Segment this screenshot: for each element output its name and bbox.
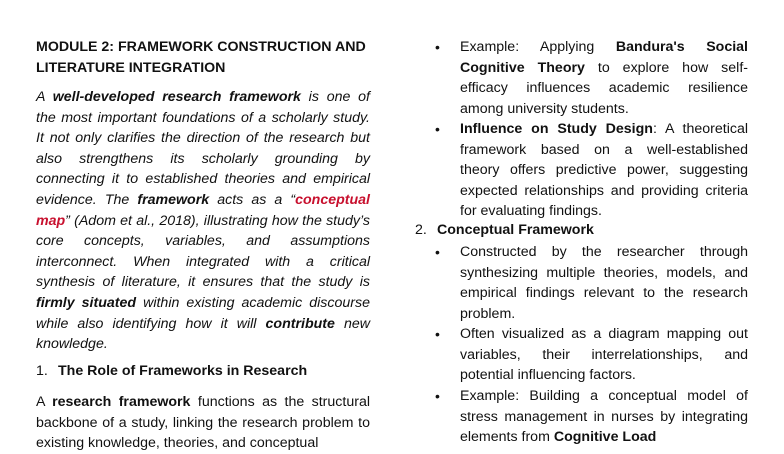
bullet-item xyxy=(460,37,748,119)
intro-emphasis: firmly situated xyxy=(36,294,137,311)
para-emphasis: research framework xyxy=(52,394,191,410)
role-paragraph xyxy=(36,392,370,454)
intro-text: new knowledge. xyxy=(36,315,371,353)
bullet-emphasis: Influence on Study Design xyxy=(460,121,653,137)
section-number: 2. xyxy=(415,222,427,238)
bullet-text: : A theoretical framework based on a well-established theory offers predictive power, suggesting expected relationships and providing criteria for evaluating findings. xyxy=(460,121,748,220)
bullet-emphasis: Cognitive Load xyxy=(553,429,657,446)
bullet-item: • Constructed by the researcher through synthesizing multiple theories, models, and empirical findings relevant to the research problem. xyxy=(460,242,748,324)
section-title: Conceptual Framework xyxy=(437,222,594,238)
para-text: A xyxy=(36,394,53,410)
intro-text: ” (Adom et al., 2018), illustrating how the study’s core concepts, variables, and assumptions interconnect. When integrated with a critical synthesis of literature, it ensures that the study is xyxy=(36,212,370,291)
conceptual-map-highlight: conceptual map xyxy=(36,191,370,229)
section-number: 1. xyxy=(36,363,48,379)
intro-text: acts as a “ xyxy=(209,191,296,208)
intro-emphasis: contribute xyxy=(265,315,335,332)
intro-emphasis: framework xyxy=(137,191,210,208)
intro-paragraph xyxy=(36,87,370,355)
para-text: functions as the structural backbone of a study, linking the research problem to existing knowledge, theories, and conceptual xyxy=(36,394,370,452)
bullet-item xyxy=(460,119,748,222)
section-2-heading xyxy=(415,220,748,241)
bullet-text: to explore how self-efficacy influences academic resilience among university students. xyxy=(460,59,748,117)
section-title: The Role of Frameworks in Research xyxy=(58,363,308,379)
bullet-text: Example: Building a conceptual model of stress management in nurses by integrating elements from xyxy=(460,388,748,446)
intro-text: is one of the most important foundations of a scholarly study. It not only clarifies the direction of the research but also strengthens its scholarly grounding by connecting it to established theories and empirical evidence. The xyxy=(36,89,370,208)
bullet-item: • Often visualized as a diagram mapping out variables, their interrelationships, and potential influencing factors. xyxy=(460,324,748,386)
module-heading: MODULE 2: FRAMEWORK CONSTRUCTION AND LITERATURE INTEGRATION xyxy=(36,39,366,76)
bullet-emphasis: Bandura's Social Cognitive Theory xyxy=(460,39,748,76)
intro-emphasis: well-developed research framework xyxy=(52,89,301,105)
bullet-item xyxy=(460,386,748,448)
intro-text: A xyxy=(36,89,53,105)
section-1-heading xyxy=(36,361,370,382)
bullet-text: Example: Applying xyxy=(460,39,616,55)
intro-text: within existing academic discourse while also identifying how it will xyxy=(36,294,370,332)
